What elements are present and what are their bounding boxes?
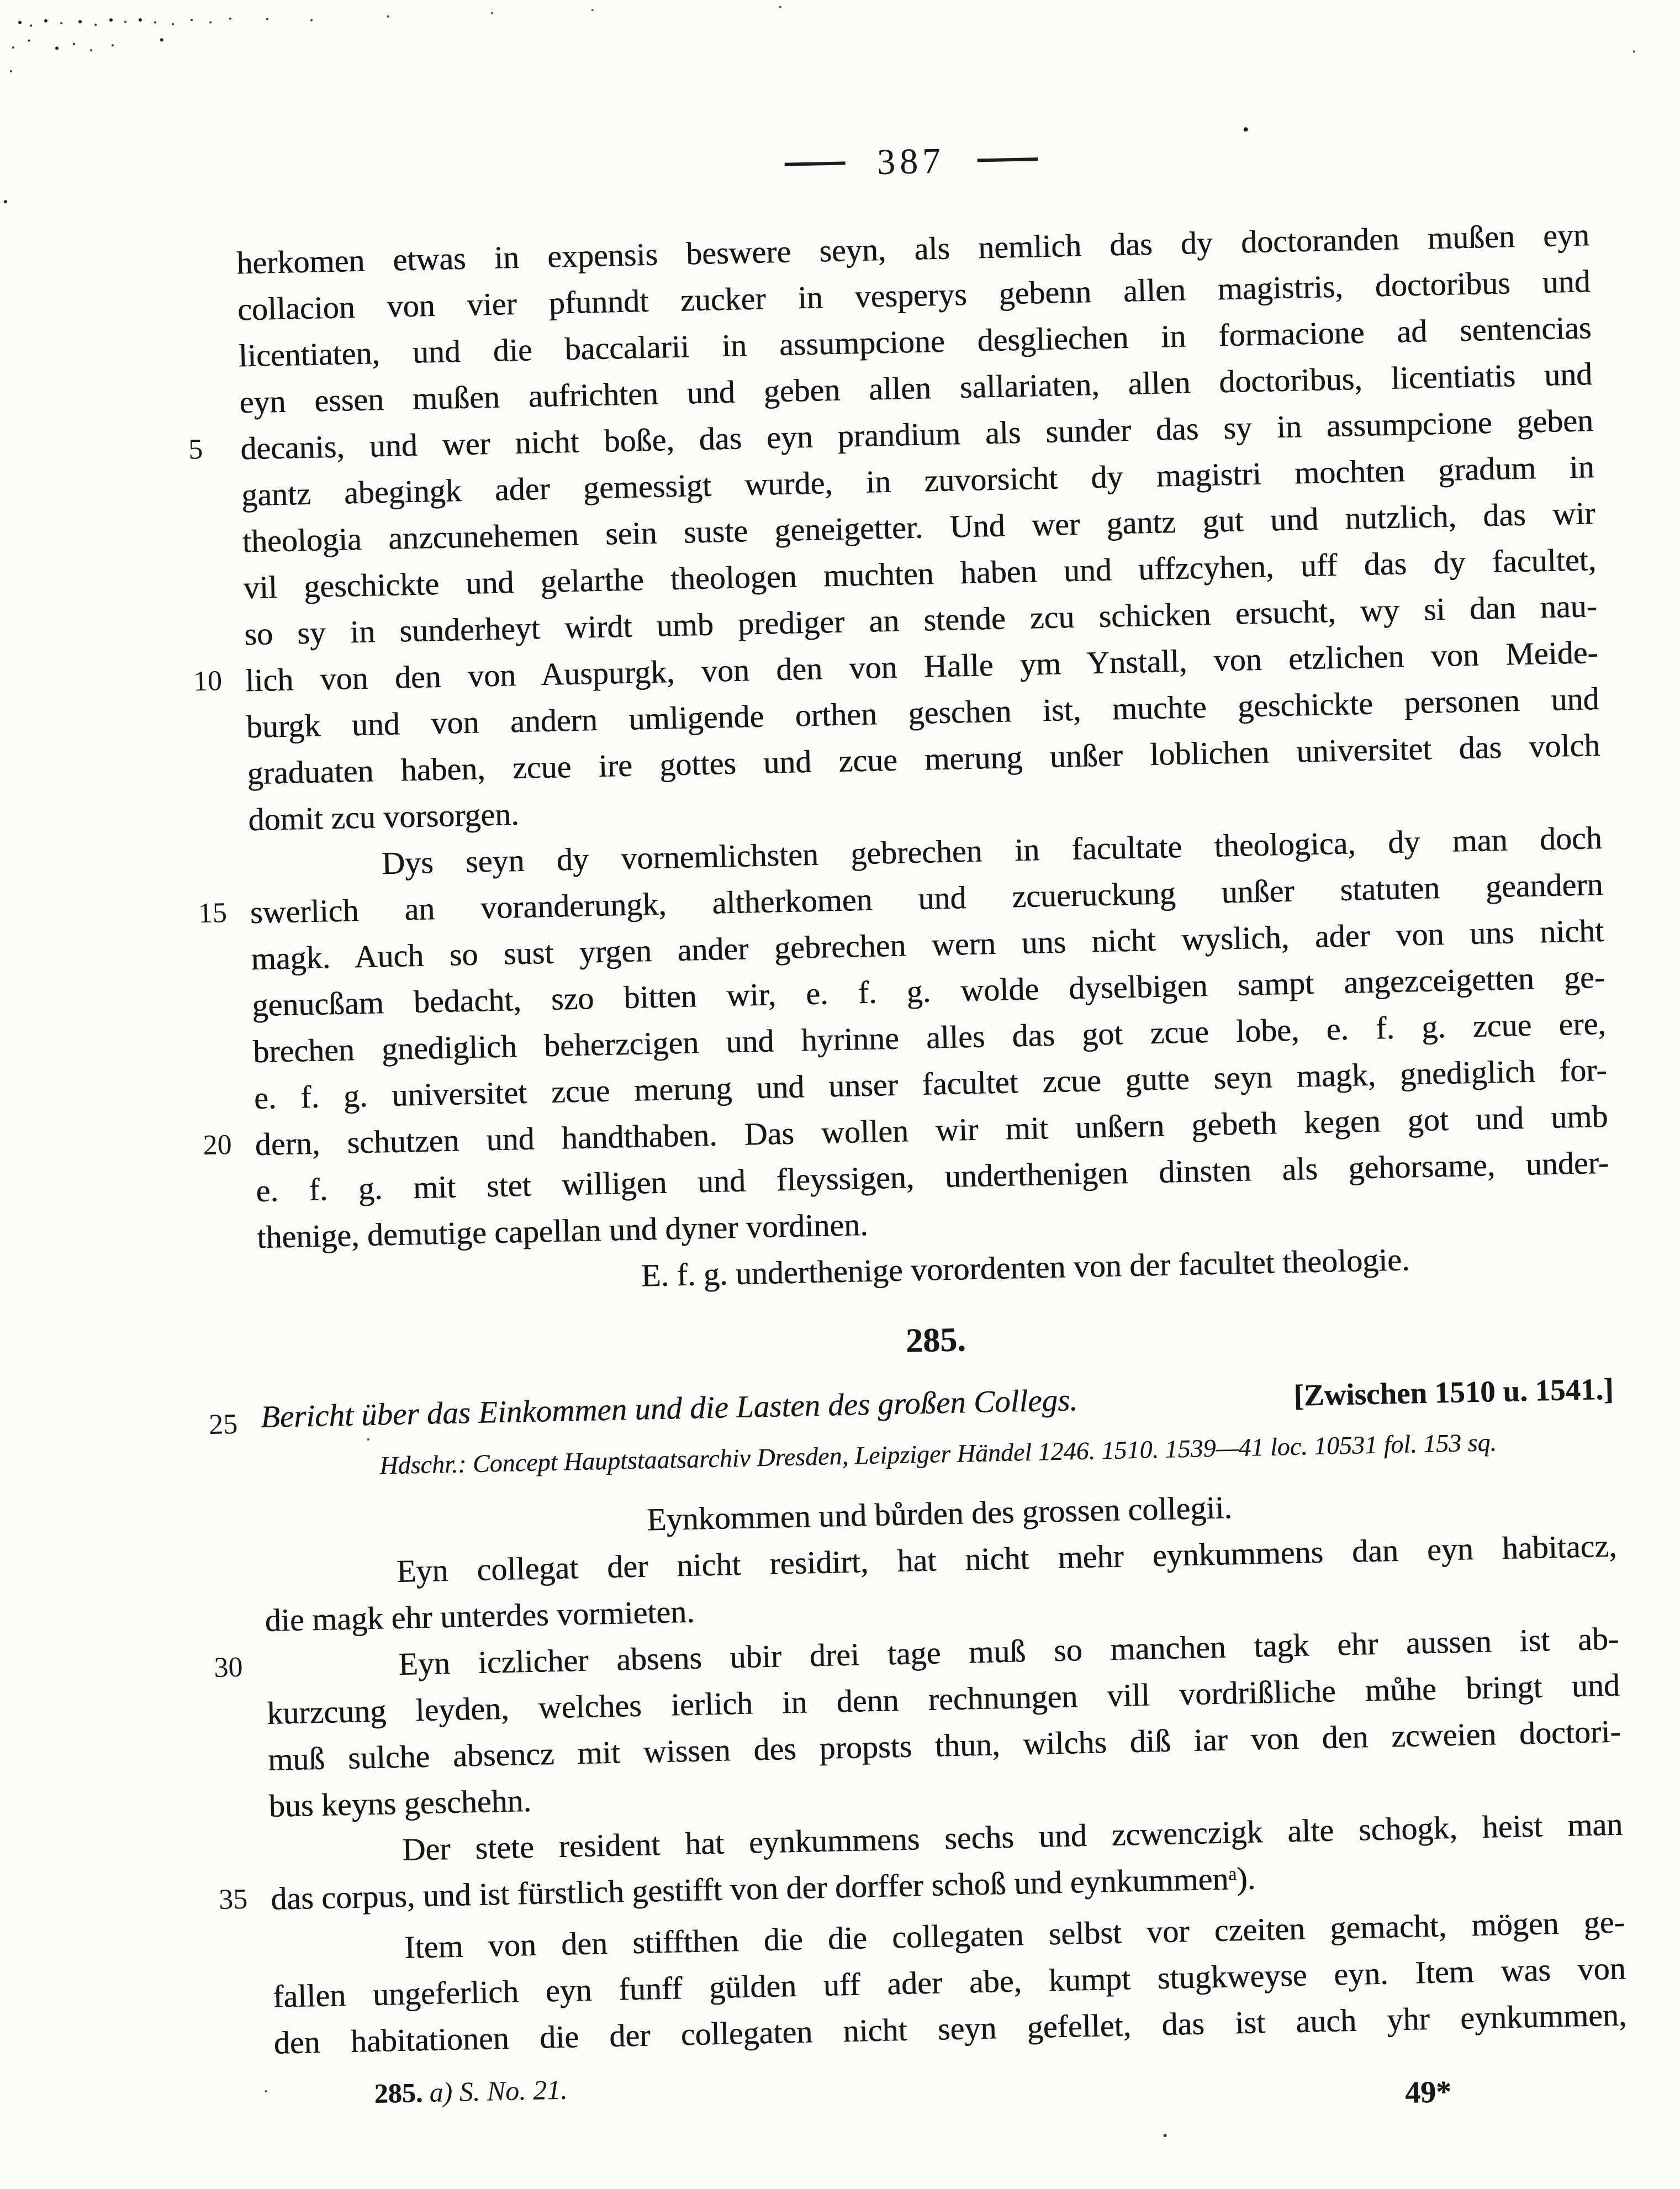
text-line: fallen ungeferlich eyn funff gülden uff ader abe, kumpt stugkweyse eyn. Item was von <box>272 1950 1626 2014</box>
text-line: burgk und von andern umligende orthen geschen ist, muchte geschickte personen und <box>246 681 1599 745</box>
footnote-marker: a <box>1228 1864 1237 1885</box>
text-line: collacion von vier pfunndt zucker in vesperys gebenn allen magistris, doctoribus und <box>237 263 1591 328</box>
text-line: 30 Eyn iczlicher absens ubir drei tage muß so manchen tagk ehr aussen ist ab- <box>266 1616 1619 1690</box>
text-line: kurzcung leyden, welches ierlich in denn rechnungen vill vordrißliche můhe bringt und <box>266 1666 1620 1731</box>
text-line: genucßam bedacht, szo bitten wir, e. f. g. wolde dyselbigen sampt angezceigetten ge- <box>251 958 1605 1024</box>
text-line: domit zcu vorsorgen. <box>247 796 520 838</box>
header-rule-left <box>784 161 845 166</box>
margin-line-number: 20 <box>203 1129 233 1162</box>
text-line: 15 swerlich an voranderungk, altherkomen und zcueruckung unßer statuten geandern <box>250 861 1603 936</box>
text-line: muß sulche absencz mit wissen des propsts thun, wilchs diß iar von den zcweien doctori- <box>267 1713 1621 1777</box>
printers-signature: 49* <box>1404 2075 1452 2110</box>
text-line: Der stete resident hat eynkummens sechs und zcwenczigk alte schogk, heist man <box>401 1806 1623 1868</box>
section-number: 285. <box>905 1321 966 1360</box>
text-line: 5 decanis, und wer nicht boße, das eyn prandium als sunder das sy in assumpcione geben <box>240 397 1593 472</box>
text-line: eyn essen mußen aufrichten und geben allen sallariaten, allen doctoribus, licentiatis und <box>239 356 1593 420</box>
section-date: [Zwischen 1510 u. 1541.] <box>1293 1372 1614 1412</box>
page-number: 387 <box>876 140 945 183</box>
text-line: Eyn collegat der nicht residirt, hat nicht mehr eynkummens dan eyn habitacz, <box>396 1527 1618 1590</box>
source-reference: Hdschr.: Concept Hauptstaatsarchiv Dresden, Leipziger Händel 1246. 1510. 1539—41 loc. 10531 fol. 153 sq. <box>379 1428 1497 1480</box>
text-line: gantz abegingk ader gemessigt wurde, in zuvorsicht dy magistri mochten gradum in <box>241 449 1595 513</box>
text-line: thenige, demutige capellan und dyner vordinen. <box>256 1206 869 1256</box>
text-line: 35 das corpus, und ist fürstlich gestifft von der dorffer schoß und eynkummen$^a$). <box>270 1848 1624 1927</box>
text-line: brechen gnediglich beherzcigen und hyrinne alles das got zcue lobe, e. f. g. zcue ere, <box>252 1005 1607 1070</box>
text-line: magk. Auch so sust yrgen ander gebrechen wern uns nicht wyslich, ader von uns nicht <box>250 912 1604 977</box>
text-line: theologia anzcunehemen sein suste geneigetter. Und wer gantz gut und nutzlich, das wir <box>242 495 1596 560</box>
text-line: e. f. g. mit stet willigen und fleyssigen, underthenigen dinsten als gehorsame, under- <box>255 1144 1609 1209</box>
margin-line-number: 30 <box>213 1651 244 1684</box>
page-header <box>234 126 1588 197</box>
text-line: 10 lich von den von Auspurgk, von den von Halle ym Ynstall, von etzlichen von Meide- <box>245 629 1598 704</box>
margin-line-number: 35 <box>218 1883 248 1916</box>
text-line: herkomen etwas in expensis beswere seyn, als nemlich das dy doctoranden mußen eyn <box>236 217 1590 281</box>
text-line: bus keyns geschehn. <box>268 1782 532 1824</box>
document-1-body <box>188 212 1611 1307</box>
header-rule-right <box>977 157 1038 162</box>
footnote <box>374 2073 568 2110</box>
signature-line: E. f. g. underthenige vorordenten von der facultet theologie. <box>641 1241 1410 1294</box>
text-line: licentiaten, und die baccalarii in assumpcione desgliechen in formacione ad sentencias <box>238 309 1592 374</box>
text-line: vil geschickte und gelarthe theologen muchten haben und uffzcyhen, uff das dy facultet, <box>242 541 1597 606</box>
text-line: die magk ehr unterdes vormieten. <box>265 1593 695 1639</box>
margin-line-number: 15 <box>198 897 228 930</box>
text-line: so sy in sunderheyt wirdt umb prediger an stende zcu schicken ersucht, wy si dan nau- <box>244 588 1598 652</box>
margin-line-number: 5 <box>188 433 203 466</box>
section-285 <box>208 1304 1627 2066</box>
text-line: 20 dern, schutzen und handthaben. Das wollen wir mit unßern gebeth kegen got und umb <box>255 1093 1608 1168</box>
section-title: Bericht über das Einkommen und die Lasten des großen Collegs. <box>260 1383 1079 1435</box>
text-line: den habitationen die der collegaten nicht seyn gefellet, das ist auch yhr eynkummen, <box>273 1996 1627 2061</box>
text-line: e. f. g. universitet zcue merung und unser facultet zcue gutte seyn magk, gnediglich for- <box>253 1051 1608 1116</box>
text-line: Dys seyn dy vornemlichsten gebrechen in facultate theologica, dy man doch <box>381 820 1603 882</box>
footnote-text: a) S. No. 21. <box>429 2074 568 2108</box>
footnote-number: 285. <box>374 2077 423 2109</box>
text-line: Item von den stiffthen die die collegaten selbst vor czeiten gemacht, mögen ge- <box>404 1903 1625 1965</box>
margin-line-number: 25 <box>208 1408 238 1441</box>
document-2-heading: Eynkommen und bůrden des grossen collegii. <box>646 1489 1233 1538</box>
text-line: graduaten haben, zcue ire gottes und zcue merung unßer loblichen universitet das volch <box>246 727 1600 792</box>
margin-line-number: 10 <box>193 665 223 698</box>
